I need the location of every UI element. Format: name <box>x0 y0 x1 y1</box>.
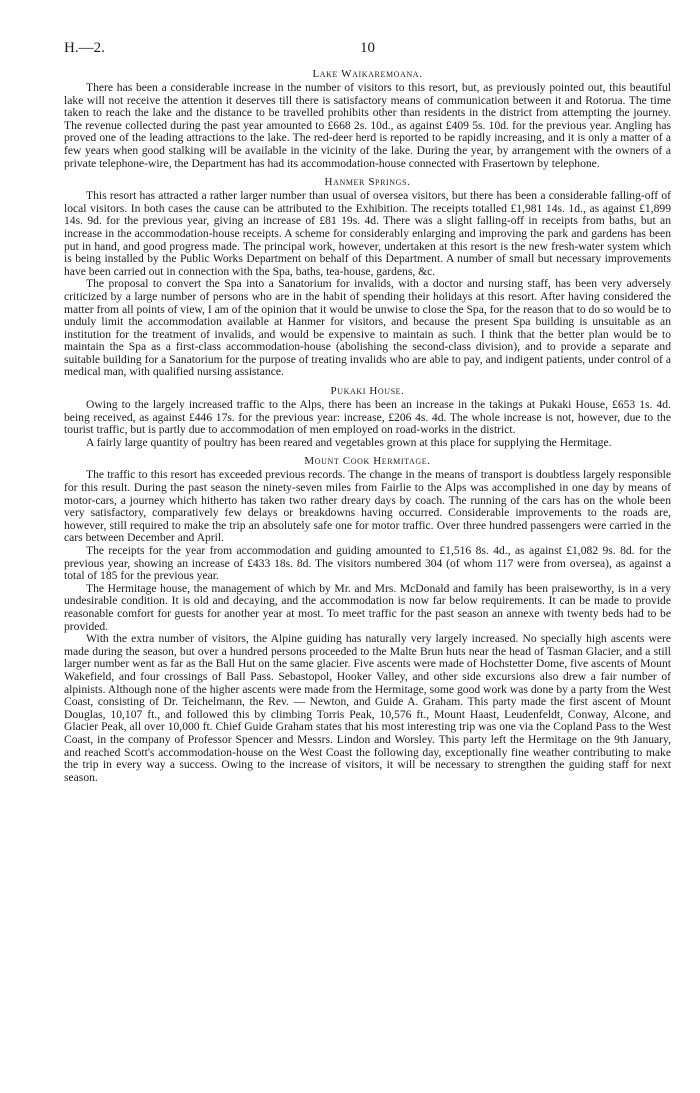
section-mount-cook-hermitage <box>64 455 671 784</box>
paragraph: With the extra number of visitors, the Alpine guiding has naturally very largely increased. No specially high ascents were made during the season, but over a hundred persons proceeded to the Malte Brun huts near the head of Tasman Glacier, and a still larger number went as far as the Ball Hut on the same glacier. Five ascents were made of Hochstetter Dome, five ascents of Mount Wakefield, and four crossings of Ball Pass. Sebastopol, Hooker Valley, and other side excursions also drew a fair number of alpinists. Although none of the higher ascents were made from the Hermitage, some good work was done by a party from the West Coast, consisting of Dr. Teichelmann, the Rev. — Newton, and Guide A. Graham. This party made the first ascent of Mount Douglas, 10,107 ft., and followed this by climbing Torris Peak, 10,576 ft., Mount Haast, Leudenfeldt, Conway, Alcone, and Glacier Peak, all over 10,000 ft. Chief Guide Graham states that his most interesting trip was one via the Copland Pass to the West Coast, in the company of Professor Spencer and Messrs. Lindon and Worsley. This party left the Hermitage on the 9th January, and reached Scott's accommodation-house on the West Coast the following day, exceptionally fine weather contributing to make the trip in every way a success. Owing to the increase of visitors, it will be necessary to strengthen the guiding staff for next season. <box>64 632 671 784</box>
paragraph: A fairly large quantity of poultry has been reared and vegetables grown at this place for supplying the Hermitage. <box>86 435 612 449</box>
page-number: 10 <box>360 40 375 56</box>
section-hanmer-springs <box>64 176 671 379</box>
section-title: Pukaki House. <box>330 385 405 398</box>
section-title: Lake Waikaremoana. <box>312 68 423 80</box>
paragraph: There has been a considerable increase in the number of visitors to this resort, but, as previously pointed out, this beautiful lake will not receive the attention it deserves till there is satisfactory means of communication between it and Rotorua. The time taken to reach the lake and the distance to be travelled prohibits other than residents in the district from attempting the journey. The revenue collected during the past year amounted to £668 2s. 10d., as against £409 5s. 10d. for the previous year. Angling has proved one of the leading attractions to the lake. The red-deer herd is reported to be rapidly increasing, and it is only a matter of a few years when good stalking will be available in the vicinity of the lake. During the year, by arrangement with the owners of a private telephone-wire, the Department has had its accommodation-house connected with Frasertown by telephone. <box>64 81 671 170</box>
section-pukaki-house <box>64 385 671 449</box>
section-title: Hanmer Springs. <box>324 176 411 189</box>
paragraph: The Hermitage house, the management of which by Mr. and Mrs. McDonald and family has been praiseworthy, is in a very undesirable condition. It is old and decaying, and the accommodation is now far below requirements. It can be made to provide reasonable comfort for guests for another year at most. To meet traffic for the past season an annexe with twenty beds had to be provided. <box>64 581 671 633</box>
running-head <box>64 40 671 60</box>
paragraph: The traffic to this resort has exceeded previous records. The change in the means of transport is doubtless largely responsible for this result. During the past season the ninety-seven miles from Fairlie to the Alps was accomplished in one day by means of motor-cars, a journey which hitherto has taken two rather dreary days by coach. The running of the cars has on the whole been very satisfactory, comparatively few delays or breakdowns having occurred. Considerable improvements to the roads are, however, still required to make the trip an absolutely safe one for motor traffic. Over three hundred passengers were carried in the cars between December and April. <box>64 468 671 545</box>
document-reference: H.—2. <box>64 40 105 56</box>
paragraph: Owing to the largely increased traffic to the Alps, there has been an increase in the takings at Pukaki House, £653 1s. 4d. being received, as against £446 17s. for the previous year: increase, £206 4s. 4d. The whole increase is not, however, due to the tourist traffic, but is partly due to accommodation of men employed on road-works in the district. <box>64 398 671 437</box>
paragraph: The proposal to convert the Spa into a Sanatorium for invalids, with a doctor and nursing staff, has been very adversely criticized by a large number of persons who are in the habit of spending their holidays at this resort. After having considered the matter from all points of view, I am of the opinion that it would be unwise to close the Spa, for the reason that to do so would be to unduly limit the accommodation available at Hanmer for visitors, and because the present Spa building is unsuitable as an institution for the treatment of invalids, and would be expensive to maintain as such. I think that the better plan would be to maintain the Spa as a first-class accommodation-house (abolishing the second-class division), and to provide a separate and suitable building for a Sanatorium for the purpose of treating invalids who are able to pay, and indigent patients, under control of a medical man, with qualified nursing assistance. <box>64 277 671 379</box>
section-title: Mount Cook Hermitage. <box>304 455 431 468</box>
paragraph: This resort has attracted a rather larger number than usual of oversea visitors, but there has been a considerable falling-off of local visitors. In both cases the cause can be attributed to the Exhibition. The receipts totalled £1,981 14s. 1d., as against £1,899 14s. 9d. for the previous year, giving an increase of £81 19s. 4d. There was a slight falling-off in receipts from baths, but an increase in the accommodation-house receipts. A scheme for considerably enlarging and improving the park and gardens has been put in hand, and good progress made. The principal work, however, undertaken at this resort is the new fresh-water system which is being installed by the Public Works Department on behalf of this Department. A number of small but necessary improvements have been carried out in connection with the Spa, baths, tea-house, gardens, &c. <box>64 189 671 278</box>
section-lake-waikaremoana <box>64 68 671 170</box>
paragraph: The receipts for the year from accommodation and guiding amounted to £1,516 8s. 4d., as against £1,082 9s. 8d. for the previous year, showing an increase of £433 18s. 8d. The visitors numbered 304 (of whom 117 were from oversea), as against a total of 185 for the previous year. <box>64 544 671 583</box>
